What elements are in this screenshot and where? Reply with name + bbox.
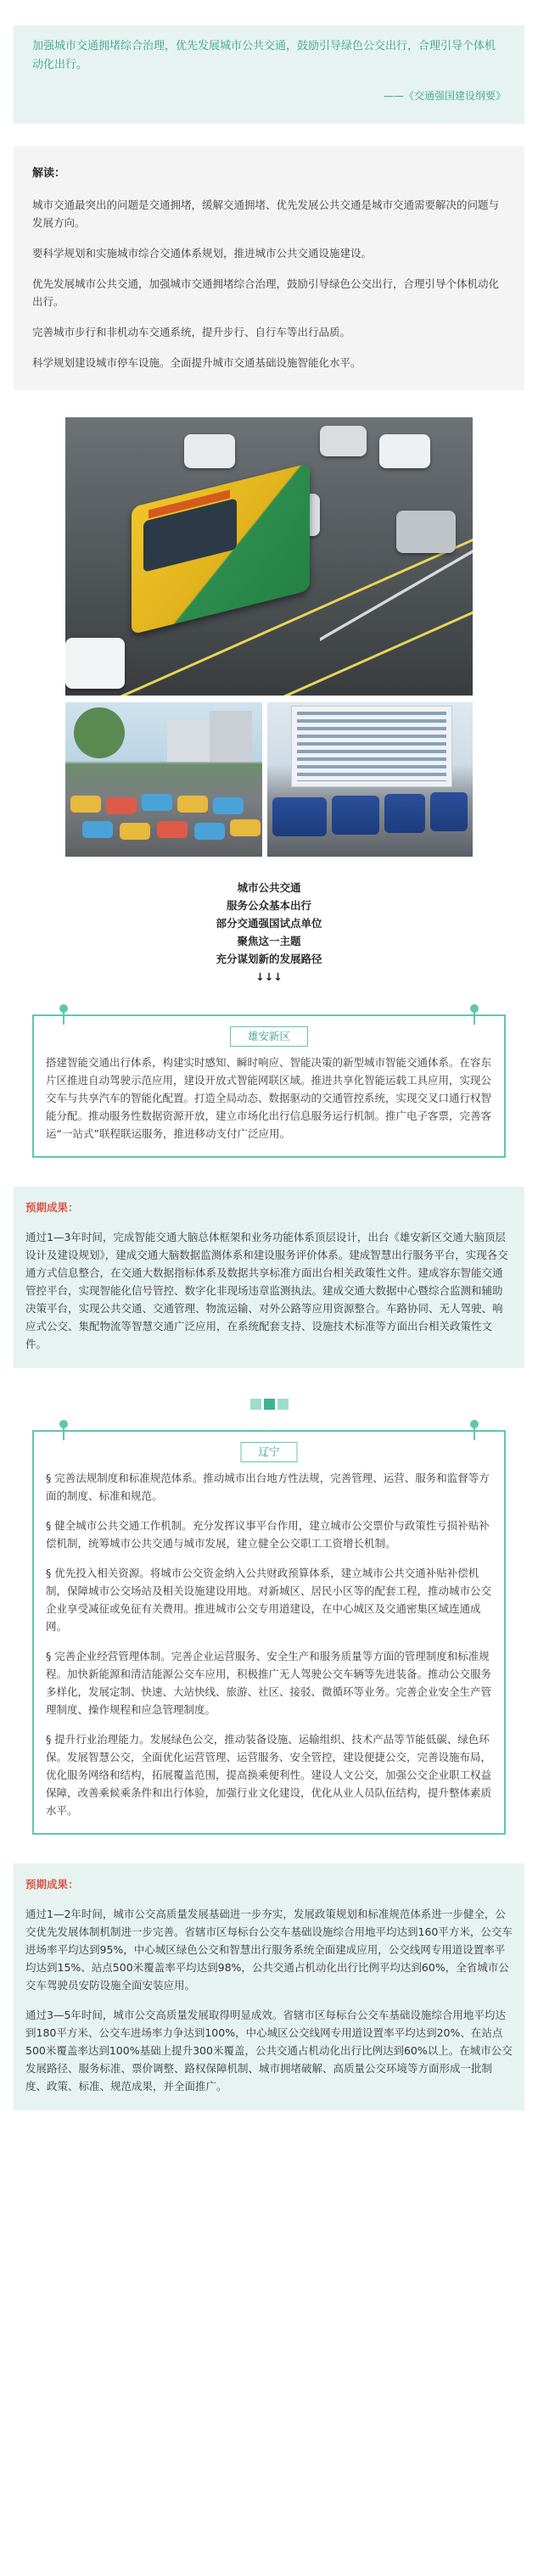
intro-line: 服务公众基本出行 — [226, 899, 311, 912]
photo-bus-on-road — [65, 417, 473, 696]
article-page — [0, 25, 538, 2144]
region-paragraph: 搭建智能交通出行体系，构建实时感知、瞬时响应、智能决策的新型城市智能交通体系。在容东片区推进自动驾驶示范应用，建设开放式智能网联区域。推进共享化智能运载工具应用，实现公交车与共享汽车的智能化配置。打造全局动态、数据驱动的交通管控系统，实现交叉口通行权智能分配。推动服务性数据资源开放，建立市场化出行信息服务运行机制。推广电子客票，完善客运“一站式”联程联运服务，推进移动支付广泛应用。 — [46, 1056, 492, 1140]
region-title: 辽宁 — [240, 1442, 297, 1462]
outcome-box-xiongan — [14, 1187, 524, 1368]
region-paragraph: § 提升行业治理能力。发展绿色公交，推动装备设施、运输组织、技术产品等节能低碳、绿色环保。发展智慧公交，全面优化运营管理、运营服务、安全管控，建设便捷公交，完善设施布局，优化服务网络和结构，拓展覆盖范围，提高换乘便利性。建设人文公交，加强公交企业职工权益保障，改善乘候乘条件和出行体验，加强行业文化建设，优化从业人员队伍结构，提升整体素质水平。 — [46, 1733, 492, 1817]
region-paragraph: § 完善企业经营管理体制。完善企业运营服务、安全生产和服务质量等方面的管理制度和标准规程。加快新能源和清洁能源公交车应用，积极推广无人驾驶公交车辆等先进装备。推动公交服务多样化，发展定制、快速、大站快线、旅游、社区、接驳、微循环等业务。完善企业安全生产管理制度、操作规程和应急管理制度。 — [46, 1650, 492, 1716]
photo-row — [14, 702, 524, 857]
region-paragraph: § 健全城市公共交通工作机制。充分发挥议事平台作用，建立城市公交票价与政策性亏损补贴补偿机制，统筹城市公共交通与城市发展，建立健全公交职工工资增长机制。 — [46, 1519, 490, 1550]
outcome-heading: 预期成果： — [25, 1878, 79, 1891]
intro-line: 部分交通强国试点单位 — [216, 917, 322, 930]
region-title: 雄安新区 — [230, 1026, 308, 1047]
quote-cite: ——《交通强国建设纲要》 — [383, 90, 506, 102]
bus-graphic — [132, 463, 310, 634]
intro-line: 充分谋划新的发展路径 — [216, 953, 322, 965]
location-pin-icon — [470, 1420, 479, 1442]
outcome-paragraph: 通过1—3年时间，完成智能交通大脑总体框架和业务功能体系顶层设计，出台《雄安新区交通大脑顶层设计及建设规划》，建成交通大脑数据监测体系和建设服务评价体系。建成智慧出行服务平台，实现各交通方式信息整合，在交通大数据指标体系及数据共享标准方面出台相关政策性文件。建成容东智能交通管控平台，实现智能化信号管控、数字化非现场违章监测执法。建成交通大数据中心暨综合监测和辅助决策平台，实现公共交通、交通管理、物流运输、对外公路等应用资源整合。车路协同、无人驾驶、响应式公交、集配物流等智慧交通广泛应用，在系统配套支持、设施技术标准等方面出台相关政策性文件。 — [25, 1231, 508, 1350]
outcome-heading: 预期成果： — [25, 1201, 79, 1214]
region-card-liaoning — [32, 1430, 506, 1835]
commentary-paragraph: 科学规划建设城市停车设施。全面提升城市交通基础设施智能化水平。 — [32, 356, 361, 369]
intro-lines — [14, 879, 524, 986]
photo-taxi-fleet — [65, 702, 262, 857]
photo-bus-depot — [267, 702, 473, 857]
outcome-paragraph: 通过3—5年时间，城市公交高质量发展取得明显成效。省辖市区每标台公交车基础设施综合用地平均达到180平方米、公交车进场率力争达到100%，中心城区公交线网专用道设置率平均达到20%、在站点500米覆盖率达到100%基础上提升300米覆盖，公共交通占机动化出行比例达到60%以上。在城市公交发展路径、服务标准、票价调整、路权保障机制、城市拥堵破解、高质量公交环境等方面形成一批制度、政策、标准、规范成果，并全面推广。 — [25, 2009, 513, 2093]
region-paragraph: § 优先投入相关资源。将城市公交资金纳入公共财政预算体系，建立城市公共交通补贴补偿机制，保障城市公交场站及相关设施建设用地。对新城区、居民小区等的配套工程，推动城市公交企业享受减征或免征有关费用。推进城市公交专用道建设，在中心城区及交通密集区域连通成网。 — [46, 1567, 492, 1633]
quote-text: 加强城市交通拥堵综合治理，优先发展城市公共交通，鼓励引导绿色公交出行，合理引导个体机动化出行。 — [32, 40, 496, 71]
outcome-box-liaoning — [14, 1864, 524, 2110]
location-pin-icon — [59, 1004, 68, 1026]
commentary-box — [14, 146, 524, 390]
commentary-heading: 解读： — [32, 167, 66, 180]
region-card-xiongan — [32, 1014, 506, 1158]
outcome-paragraph: 通过1—2年时间，城市公交高质量发展基础进一步夯实，发展政策规划和标准规范体系进一步健全，公交优先发展体制机制进一步完善。省辖市区每标台公交车基础设施综合用地平均达到160平方米，公交车进场率平均达到95%，中心城区绿色公交和智慧出行服务系统全面建成应用，公交线网专用道设置率平均达到15%、站点500米覆盖率平均达到98%，公共交通占机动化出行比例平均达到60%，全省城市公交车驾驶员安防设施全面安装应用。 — [25, 1908, 513, 1992]
quote-card — [14, 25, 524, 124]
commentary-paragraph: 要科学规划和实施城市综合交通体系规划，推进城市公共交通设施建设。 — [32, 247, 373, 260]
region-paragraph: § 完善法规制度和标准规范体系。推动城市出台地方性法规，完善管理、运营、服务和监督等方面的制度、标准和规范。 — [46, 1472, 490, 1502]
intro-arrows: ↓↓↓ — [255, 970, 283, 983]
commentary-paragraph: 完善城市步行和非机动车交通系统，提升步行、自行车等出行品质。 — [32, 326, 351, 338]
intro-line: 聚焦这一主题 — [237, 935, 301, 947]
decorative-squares — [14, 1399, 524, 1410]
commentary-paragraph: 城市交通最突出的问题是交通拥堵，缓解交通拥堵、优先发展公共交通是城市交通需要解决的问题与发展方向。 — [32, 198, 500, 229]
intro-line: 城市公共交通 — [237, 881, 301, 894]
location-pin-icon — [470, 1004, 479, 1026]
location-pin-icon — [59, 1420, 68, 1442]
commentary-paragraph: 优先发展城市公共交通，加强城市交通拥堵综合治理，鼓励引导绿色公交出行，合理引导个体机动化出行。 — [32, 277, 500, 308]
